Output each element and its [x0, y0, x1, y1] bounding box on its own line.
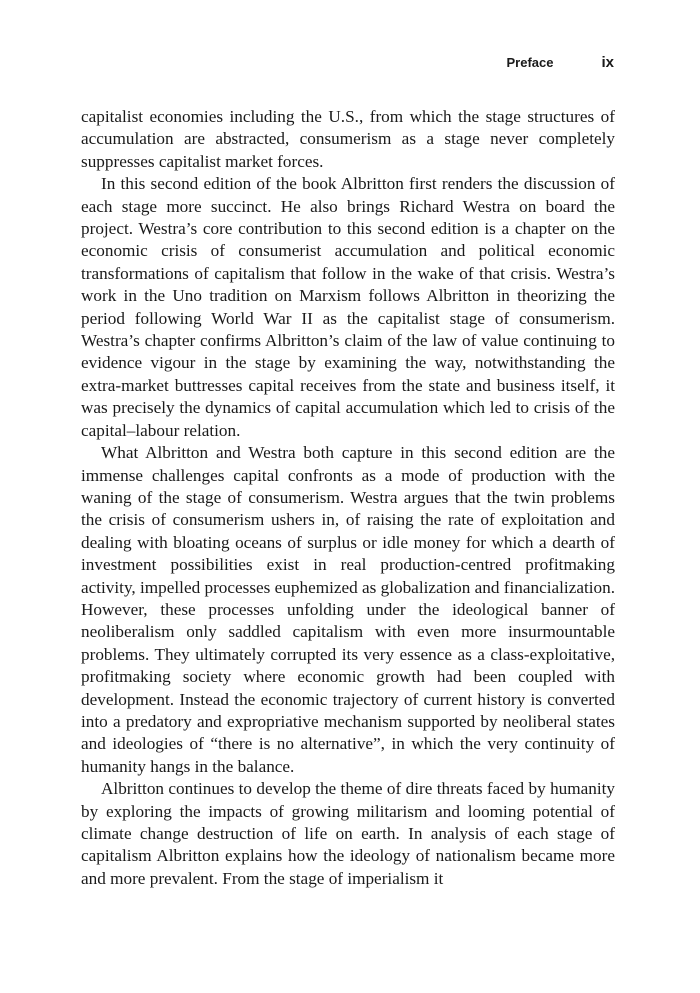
page-number: ix	[601, 54, 614, 71]
paragraph: In this second edition of the book Albritton first renders the discussion of each stage more succinct. He also brings Richard Westra on board the project. Westra’s core contribution to this second edition is a chapter on the economic crisis of consumerist accumulation and political economic transformations of capitalism that follow in the wake of that crisis. Westra’s work in the Uno tradition on Marxism follows Albritton in theorizing the period following World War II as the capitalist stage of consumerism. Westra’s chapter confirms Albritton’s claim of the law of value continuing to evidence vigour in the stage by examining the way, notwithstanding the extra-market buttresses capital receives from the state and business itself, it was precisely the dynamics of capital accumulation which led to crisis of the capital–labour relation.	[81, 174, 615, 440]
running-head	[507, 54, 615, 71]
paragraph: Albritton continues to develop the theme of dire threats faced by humanity by exploring the impacts of growing militarism and looming potential of climate change destruction of life on earth. In analysis of each stage of capitalism Albritton explains how the ideology of nationalism became more and more prevalent. From the stage of imperialism it	[81, 779, 615, 888]
running-title: Preface	[506, 55, 554, 70]
body-text	[81, 106, 615, 890]
paragraph: What Albritton and Westra both capture in this second edition are the immense challenges capital confronts as a mode of production with the waning of the stage of consumerism. Westra argues that the twin problems the crisis of consumerism ushers in, of raising the rate of exploitation and dealing with bloating oceans of surplus or idle money for which a dearth of investment possibilities exist in real production-centred profitmaking activity, impelled processes euphemized as globalization and financialization. However, these processes unfolding under the ideological banner of neoliberalism only saddled capitalism with even more insurmountable problems. They ultimately corrupted its very essence as a class-exploitative, profitmaking society where economic growth had been coupled with development. Instead the economic trajectory of current history is converted into a predatory and expropriative mechanism supported by neoliberal states and ideologies of “there is no alternative”, in which the very continuity of humanity hangs in the balance.	[81, 443, 615, 776]
paragraph-continued: capitalist economies including the U.S., from which the stage structures of accumulation are abstracted, consumerism as a stage never completely suppresses capitalist market forces.	[81, 107, 615, 171]
